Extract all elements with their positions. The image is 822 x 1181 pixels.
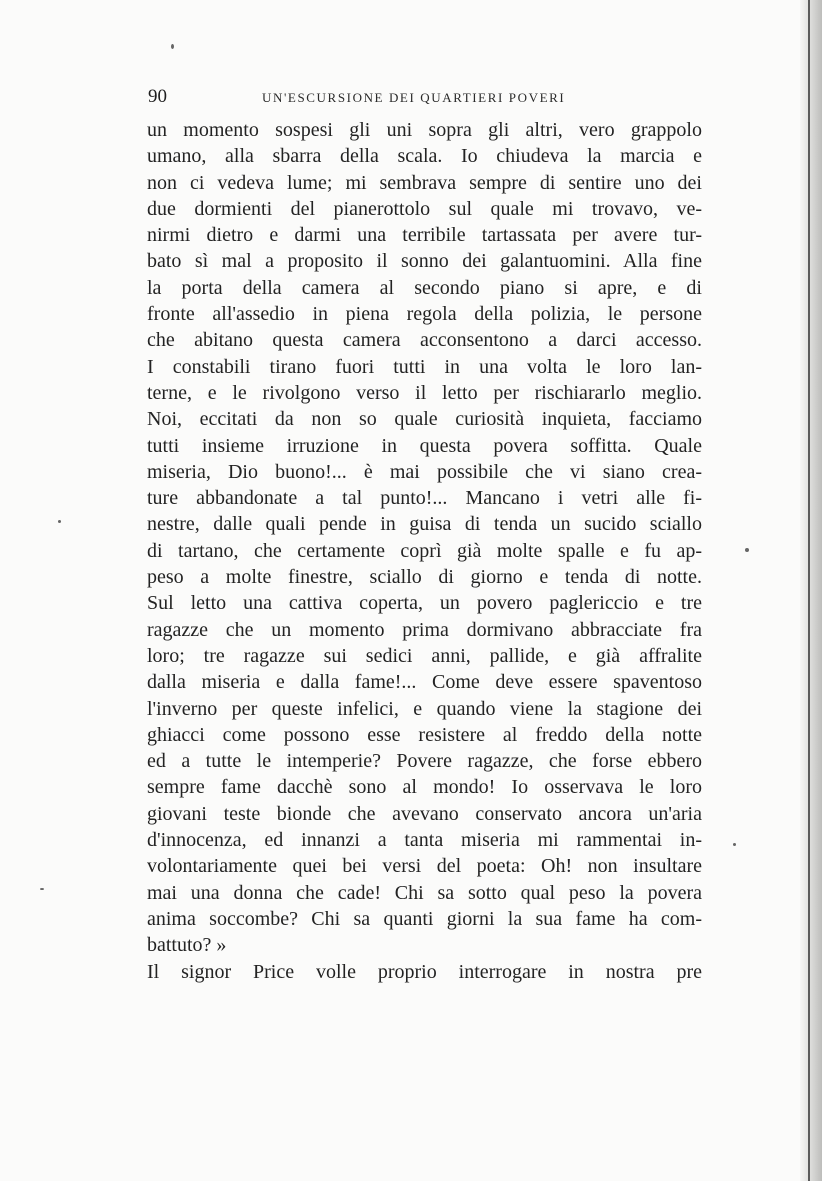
- text-line: ture abbandonate a tal punto!... Mancano i vetri alle fi-: [147, 487, 702, 510]
- text-line: la porta della camera al secondo piano si apre, e di: [147, 276, 702, 299]
- text-line: non ci vedeva lume; mi sembrava sempre di sentire uno dei: [147, 171, 702, 194]
- page-edge-shadow: [800, 0, 822, 1181]
- page-header: [148, 86, 710, 114]
- body-text: [147, 117, 702, 985]
- text-line: anima soccombe? Chi sa quanti giorni la sua fame ha com-: [147, 907, 702, 930]
- text-line: due dormienti del pianerottolo sul quale mi trovavo, ve-: [147, 197, 702, 220]
- text-line: miseria, Dio buono!... è mai possibile che vi siano crea-: [147, 460, 702, 483]
- text-line: ed a tutte le intemperie? Povere ragazze, che forse ebbero: [147, 750, 702, 773]
- text-line: di tartano, che certamente coprì già molte spalle e fu ap-: [147, 539, 702, 562]
- paper-speck: [745, 548, 749, 552]
- running-title: UN'ESCURSIONE DEI QUARTIERI POVERI: [262, 90, 566, 105]
- text-line: Sul letto una cattiva coperta, un povero paglericcio e tre: [147, 592, 702, 615]
- text-line: l'inverno per queste infelici, e quando viene la stagione dei: [147, 697, 702, 720]
- text-line: mai una donna che cade! Chi sa sotto qual peso la povera: [147, 881, 702, 904]
- text-line: loro; tre ragazze sui sedici anni, pallide, e già affralite: [147, 644, 702, 667]
- paper-speck: [733, 843, 736, 846]
- text-line: Noi, eccitati da non so quale curiosità inquieta, facciamo: [147, 408, 702, 431]
- text-line: ragazze che un momento prima dormivano abbracciate fra: [147, 618, 702, 641]
- paper-speck: [58, 520, 61, 523]
- text-line: nirmi dietro e darmi una terribile tartassata per avere tur-: [147, 224, 702, 247]
- text-line: nestre, dalle quali pende in guisa di tenda un sucido sciallo: [147, 513, 702, 536]
- text-line: d'innocenza, ed innanzi a tanta miseria mi rammentai in-: [147, 829, 702, 852]
- text-line: bato sì mal a proposito il sonno dei galantuomini. Alla fine: [147, 250, 702, 273]
- paper-speck: [40, 888, 44, 890]
- text-line: fronte all'assedio in piena regola della polizia, le persone: [147, 303, 702, 326]
- paper-speck: [171, 44, 174, 49]
- text-line: tutti insieme irruzione in questa povera soffitta. Quale: [147, 434, 702, 457]
- page-edge-line: [808, 0, 810, 1181]
- text-line: I constabili tirano fuori tutti in una volta le loro lan-: [147, 355, 702, 378]
- text-line: sempre fame dacchè sono al mondo! Io osservava le loro: [147, 776, 702, 799]
- text-line: Il signor Price volle proprio interrogare in nostra pre: [147, 960, 702, 983]
- text-line: peso a molte finestre, sciallo di giorno e tenda di notte.: [147, 566, 702, 589]
- text-line: umano, alla sbarra della scala. Io chiudeva la marcia e: [147, 145, 702, 168]
- text-line: volontariamente quei bei versi del poeta: Oh! non insultare: [147, 855, 702, 878]
- text-line: dalla miseria e dalla fame!... Come deve essere spaventoso: [147, 671, 702, 694]
- text-line: giovani teste bionde che avevano conservato ancora un'aria: [147, 802, 702, 825]
- text-line: ghiacci come possono esse resistere al freddo della notte: [147, 723, 702, 746]
- page-number: 90: [148, 86, 167, 107]
- text-line: un momento sospesi gli uni sopra gli altri, vero grappolo: [147, 119, 702, 141]
- text-line: terne, e le rivolgono verso il letto per rischiararlo meglio.: [147, 381, 702, 404]
- text-line: battuto? »: [147, 934, 227, 957]
- text-line: che abitano questa camera acconsentono a darci accesso.: [147, 329, 702, 352]
